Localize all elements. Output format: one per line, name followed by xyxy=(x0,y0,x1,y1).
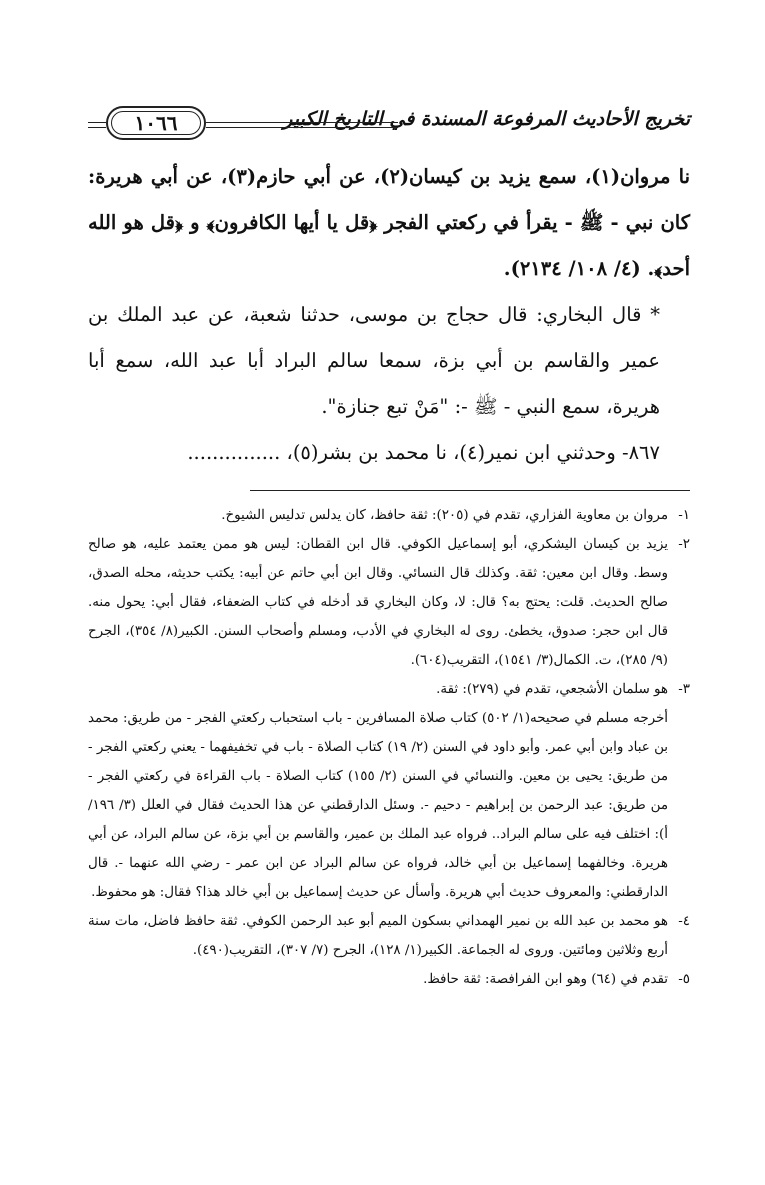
footnote xyxy=(88,530,690,675)
header-double-rule xyxy=(206,122,398,128)
footnote-text: تقدم في (٦٤) وهو ابن الفرافصة: ثقة حافظ. xyxy=(423,972,668,987)
running-title: تخريج الأحاديث المرفوعة المسندة في التاريخ الكبير xyxy=(283,108,690,130)
main-text xyxy=(88,154,690,476)
footnote xyxy=(88,907,690,965)
footnote-number: ١- xyxy=(678,508,690,523)
hadith-paragraph-3: ٨٦٧- وحدثني ابن نمير(٤)، نا محمد بن بشر(٥)، ............... xyxy=(187,441,660,464)
footnote-text: مروان بن معاوية الفزاري، تقدم في (٢٠٥): ثقة حافظ، كان يدلس تدليس الشيوخ. xyxy=(221,508,668,523)
footnote xyxy=(88,501,690,530)
hadith-paragraph-2: * قال البخاري: قال حجاج بن موسى، حدثنا شعبة، عن عبد الملك بن عمير والقاسم بن أبي بزة، سمعا سالم البراد أبا عبد الله، سمع أبا هريرة، سمع النبي - ﷺ -: "مَنْ تبع جنازة". xyxy=(88,303,660,418)
footnote xyxy=(88,965,690,994)
footnote-number: ٢- xyxy=(678,537,690,552)
footnote-number: ٥- xyxy=(678,972,690,987)
header-rule-end xyxy=(88,122,106,128)
footnote-text: هو محمد بن عبد الله بن نمير الهمداني بسكون الميم أبو عبد الرحمن الكوفي. ثقة حافظ فاضل، مات سنة أربع وثلاثين ومائتين. وروى له الجماعة. الكبير(١/ ١٢٨)، الجرح (٧/ ٣٠٧)، التقريب(٤٩٠). xyxy=(88,914,668,958)
footnote-separator xyxy=(250,490,690,491)
footnote-text: هو سلمان الأشجعي، تقدم في (٢٧٩): ثقة. xyxy=(436,682,668,697)
footnote xyxy=(88,675,690,907)
footnote-number: ٣- xyxy=(678,682,690,697)
footnote-text: يزيد بن كيسان اليشكري، أبو إسماعيل الكوفي. قال ابن القطان: ليس هو ممن يعتمد عليه، هو صالح وسط. وقال ابن معين: ثقة. وكذلك قال النسائي. وقال ابن أبي حاتم عن أبيه: يكتب حديثه، محله الصدق، صالح الحديث. قلت: يحتج به؟ قال: لا، وكان البخاري قد أدخله في كتاب الضعفاء، فقال أبي: يحول منه. قال ابن حجر: صدوق، يخطئ. روى له البخاري في الأدب، ومسلم وأصحاب السنن. الكبير(٨/ ٣٥٤)، الجرح (٩/ ٢٨٥)، ت. الكمال(٣/ ١٥٤١)، التقريب(٦٠٤). xyxy=(88,537,668,668)
page-header xyxy=(88,100,690,144)
footnote-text: أخرجه مسلم في صحيحه(١/ ٥٠٢) كتاب صلاة المسافرين - باب استحباب ركعتي الفجر - من طريق: محمد بن عباد وابن أبي عمر. وأبو داود في السنن (٢/ ١٩) كتاب الصلاة - باب في تخفيفهما - يعني ركعتي الفجر - من طريق: يحيى بن معين. والنسائي في السنن (٢/ ١٥٥) كتاب الصلاة - باب القراءة في ركعتي الفجر - من طريق: عبد الرحمن بن إبراهيم - دحيم -. وسئل الدارقطني عن هذا الحديث فقال في العلل (٣/ ١٩٦/ أ): اختلف فيه على سالم البراد.. فرواه عبد الملك بن عمير، والقاسم بن أبي بزة، عن سالم البراد، عن أبي هريرة. وخالفهما إسماعيل بن أبي خالد، فرواه عن سالم البراد عن ابن عمر - رضي الله عنهما -. قال الدارقطني: والمعروف حديث أبي هريرة. وأسأل عن حديث إسماعيل بن أبي خالد هذا؟ فقال: هو محفوظ. xyxy=(88,711,668,900)
page-number-badge xyxy=(106,106,206,140)
book-page xyxy=(88,100,690,994)
hadith-paragraph-1: نا مروان(١)، سمع يزيد بن كيسان(٢)، عن أبي حازم(٣)، عن أبي هريرة: كان نبي - ﷺ - يقرأ في ركعتي الفجر ﴿قل يا أيها الكافرون﴾ و ﴿قل هو الله أحد﴾. (٤/ ١٠٨/ ٢١٣٤). xyxy=(88,165,691,280)
page-number: ١٠٦٦ xyxy=(134,111,178,135)
footnotes xyxy=(88,501,690,994)
footnote-number: ٤- xyxy=(678,914,690,929)
